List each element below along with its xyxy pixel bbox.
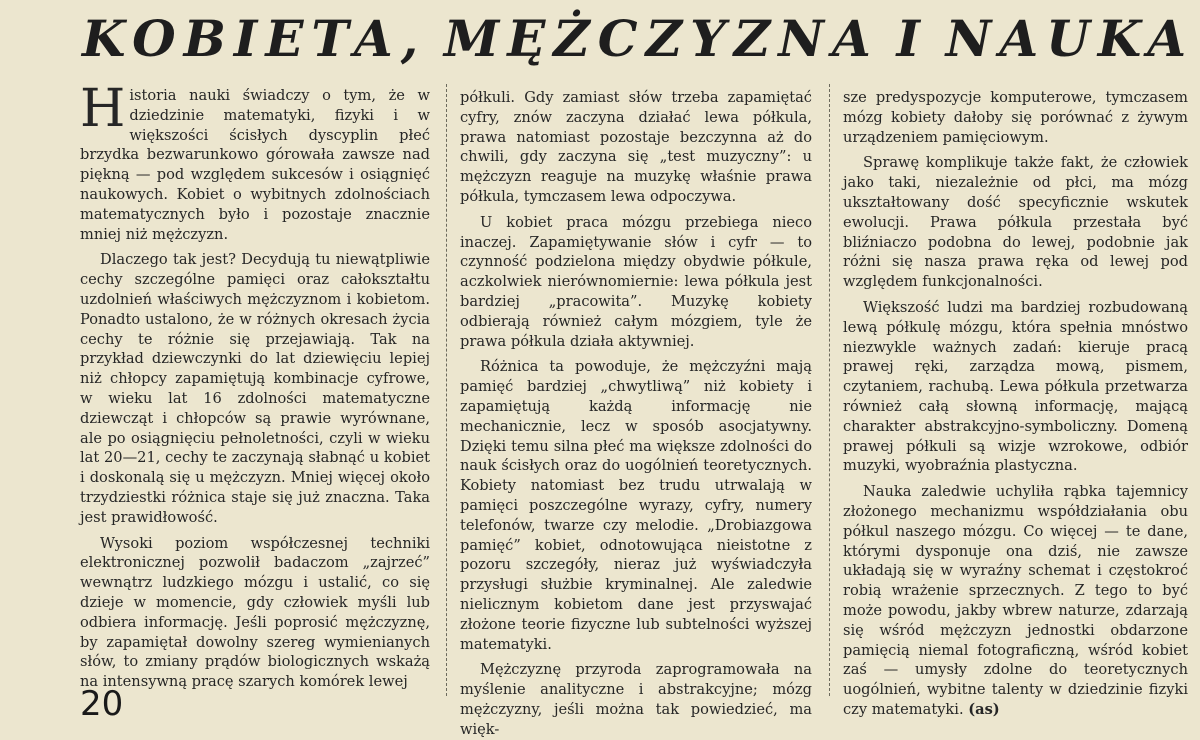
paragraph: półkuli. Gdy zamiast słów trzeba zapamiętać cyfry, znów zaczyna działać lewa półkula, prawa natomiast pozostaje bezczynna aż do chwili, gdy zaczyna się „test muzyczny”: u mężczyzn reaguje na muzykę właśnie prawa półkula, tymczasem lewa odpoczywa. xyxy=(460,89,812,205)
paragraph xyxy=(80,79,430,244)
text-column-2 xyxy=(460,88,812,740)
article-title xyxy=(82,8,1194,70)
text-column-3 xyxy=(843,88,1188,720)
paragraph-text: Nauka zaledwie uchyliła rąbka tajemnicy złożonego mechanizmu współdziałania obu półkul naszego mózgu. Co więcej — te dane, którymi dysponuje ona dziś, nie zawsze układają się w wyraźny schemat i częstokroć robią wrażenie sprzecznych. Z tego to być może powodu, jakby wbrew naturze, zdarzają się wśród mężczyzn jednostki obdarzone pamięcią niemal fotograficzną, wśród kobiet zaś — umysły zdolne do teoretycznych uogólnień, wybitne talenty w dziedzinie fizyki czy matematyki. xyxy=(843,483,1188,718)
paragraph: Dlaczego tak jest? Decydują tu niewątpliwie cechy szczególne pamięci oraz całokształtu uzdolnień właściwych mężczyznom i kobietom. Ponadto ustalono, że w różnych okresach życia cechy te różnie się przejawiają. Tak na przykład dziewczynki do lat dziewięciu lepiej niż chłopcy zapamiętują kombinacje cyfrowe, w wieku lat 16 zdolności matematyczne dziewcząt i chłopców są prawie wyrównane, ale po osiągnięciu pełnoletności, czyli w wieku lat 20—21, cechy te zaczynają słabnąć u kobiet i doskonalą się u mężczyzn. Mniej więcej około trzydziestki różnica staje się już znaczna. Taka jest prawidłowość. xyxy=(80,251,430,526)
paragraph: Różnica ta powoduje, że mężczyźni mają pamięć bardziej „chwytliwą” niż kobiety i zapamiętują każdą informację nie mechanicznie, lecz w sposób asocjatywny. Dzięki temu silna płeć ma większe zdolności do nauk ścisłych oraz do uogólnień teoretycznych. Kobiety natomiast bez trudu utrwalają w pamięci poszczególne wyrazy, cyfry, numery telefonów, twarze czy melodie. „Drobiazgowa pamięć” kobiet, odnotowująca nieistotne z pozoru szczegóły, nieraz już wyświadczyła przysługi służbie kryminalnej. Ale zaledwie nielicznym kobietom dane jest przyswajać złożone teorie fizyczne lub subtelności wyższej matematyki. xyxy=(460,358,812,653)
paragraph: Sprawę komplikuje także fakt, że człowiek jako taki, niezależnie od płci, ma mózg ukształtowany dość specyficznie wskutek ewolucji. Prawa półkula przestała być bliźniaczo podobna do lewej, podobnie jak różni się nasza prawa ręka od lewej pod względem funkcjonalności. xyxy=(843,154,1188,291)
text-column-1 xyxy=(80,79,430,692)
paragraph: U kobiet praca mózgu przebiega nieco inaczej. Zapamiętywanie słów i cyfr — to czynność podzielona między obydwie półkule, aczkolwiek nierównomiernie: lewa półkula jest bardziej „pracowita”. Muzykę kobiety odbierają również całym mózgiem, tyle że prawa półkula działa aktywniej. xyxy=(460,213,812,350)
title-word: MĘŻCZYZNA xyxy=(443,9,879,68)
paragraph-text: istoria nauki świadczy o tym, że w dziedzinie matematyki, fizyki i w większości ścisłych dyscyplin płeć brzydka bezwarunkowo górowała zawsze nad piękną — pod względem sukcesów i osiągnięć naukowych. Kobiet o wybitnych zdolnościach matematycznych było i pozostaje znacznie mniej niż mężczyzn. xyxy=(80,87,430,243)
paragraph: Wysoki poziom współczesnej techniki elektronicznej pozwolił badaczom „zajrzeć” wewnątrz ludzkiego mózgu i ustalić, co się dzieje w momencie, gdy człowiek myśli lub odbiera informację. Jeśli poprosić mężczyznę, by zapamiętał dowolny szereg wymienianych słów, to zmiany prądów biologicznych wskażą na intensywną pracę szarych komórek lewej xyxy=(80,534,430,691)
drop-cap: H xyxy=(80,79,126,139)
paragraph: Większość ludzi ma bardziej rozbudowaną lewą półkulę mózgu, która spełnia mnóstwo niezwykle ważnych zadań: kieruje pracą prawej ręki, zarządza mową, pismem, czytaniem, rachubą. Lewa półkula przetwarza również całą słowną informację, mającą charakter abstrakcyjno-symboliczny. Domeną prawej półkuli są wizje wzrokowe, odbiór muzyki, wyobraźnia plastyczna. xyxy=(843,298,1188,475)
column-divider xyxy=(446,84,447,696)
paragraph: sze predyspozycje komputerowe, tymczasem mózg kobiety dałoby się porównać z żywym urządzeniem pamięciowym. xyxy=(843,89,1188,146)
page-number: 20 xyxy=(80,684,124,724)
column-divider xyxy=(829,84,830,696)
title-word: NAUKA xyxy=(945,9,1194,68)
title-word: I xyxy=(896,9,928,68)
author-signature: (as) xyxy=(968,700,1000,718)
paragraph: Mężczyznę przyroda zaprogramowała na myślenie analityczne i abstrakcyjne; mózg mężczyzny, jeśli można tak powiedzieć, ma więk- xyxy=(460,661,812,738)
title-word: KOBIETA, xyxy=(82,9,427,68)
paragraph xyxy=(843,482,1188,720)
